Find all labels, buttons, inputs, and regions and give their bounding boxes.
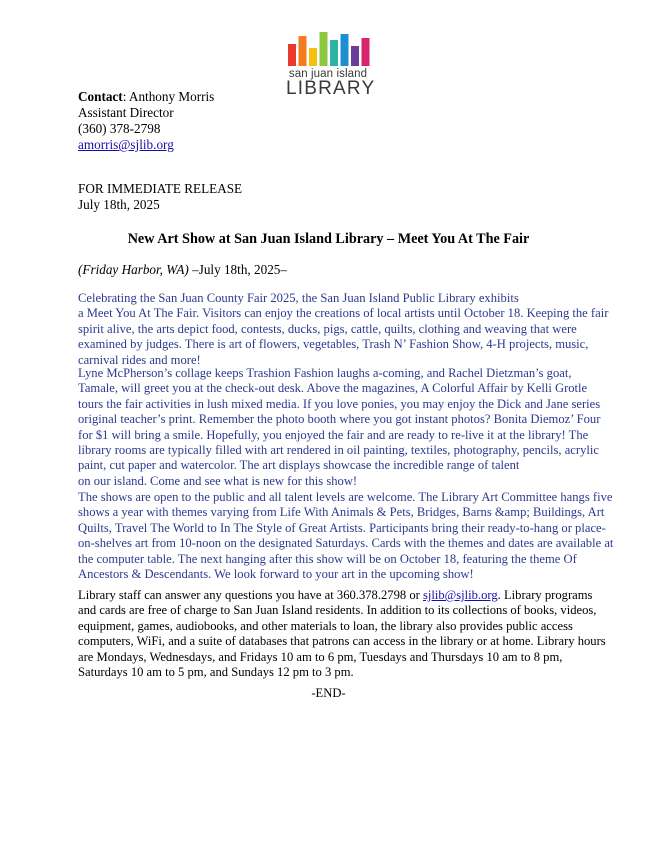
logo-text-line1: san juan island [288, 68, 368, 80]
paragraph-line: Ancestors & Descendants. We look forward to your art in the upcoming show! [78, 567, 474, 582]
paragraph-line: tours the fair activities in lush mixed media. If you love ponies, you may enjoy the Dick and Jane series [78, 396, 601, 411]
paragraph-line [78, 588, 593, 603]
library-email-link[interactable]: sjlib@sjlib.org [422, 588, 498, 602]
contact-title: Assistant Director [78, 105, 174, 120]
release-date: July 18th, 2025 [78, 197, 160, 212]
logo-bar [320, 32, 328, 66]
dateline-date: –July 18th, 2025– [188, 262, 287, 277]
end-marker: -END- [311, 686, 346, 700]
paragraph-4 [78, 588, 606, 680]
paragraph-line: computers, WiFi, and a suite of databases that patrons can access in the library or at home. Library hours [78, 634, 606, 649]
p4-text-pre: Library staff can answer any questions you have at 360.378.2798 or [78, 588, 423, 602]
contact-name: : Anthony Morris [122, 89, 215, 104]
paragraph-line: for $1 will bring a smile. Hopefully, you enjoyed the fair and are ready to re-live it at the library! The [78, 427, 589, 442]
logo-bar [341, 34, 349, 66]
paragraph-line: a Meet You At The Fair. Visitors can enjoy the creations of local artists until October 18. Keeping the fair [78, 306, 609, 321]
logo-text-line2: LIBRARY [286, 78, 376, 99]
paragraph-3 [78, 490, 614, 582]
paragraph-2 [78, 366, 601, 489]
paragraph-line: paint, cut paper and watercolor. The art displays showcase the incredible range of talent [78, 458, 520, 473]
paragraph-line: Celebrating the San Juan County Fair 2025, the San Juan Island Public Library exhibits [78, 291, 519, 305]
paragraph-line: are Mondays, Wednesdays, and Fridays 10 am to 6 pm, Tuesdays and Thursdays 10 am to 8 pm, [78, 649, 563, 664]
contact-phone: (360) 378-2798 [78, 121, 161, 136]
paragraph-line: on-shelves art from 10-noon on the designated Saturdays. Cards with the themes and dates are available at [78, 536, 614, 551]
paragraph-line: original teacher’s print. Remember the photo booth where you got instant photos? Bonita Diemoz’ Four [78, 412, 601, 427]
logo-bars-graphic [286, 30, 370, 66]
paragraph-line: Tamale, will greet you at the check-out desk. Above the magazines, A Colorful Affair by Kelli Grotle [78, 381, 588, 396]
paragraph-line: examined by judges. There is art of flowers, vegetables, Trash N’ Fashion Show, 4-H projects, music, [78, 337, 589, 352]
logo-bar [330, 40, 338, 66]
contact-label: Contact [78, 89, 123, 104]
paragraph-line: the computer table. The next hanging after this show will be on October 18, featuring the theme Of [78, 551, 577, 566]
paragraph-line: spirit alive, the arts depict food, contests, ducks, pigs, cattle, quilts, clothing and weaving that were [78, 321, 577, 336]
p4-text-post: . Library programs [497, 588, 593, 602]
paragraph-line: carnival rides and more! [78, 352, 201, 367]
paragraph-line: shows a year with themes varying from Life With Animals & Pets, Bridges, Barns &amp; Buildings, Art [78, 505, 605, 520]
contact-email-link[interactable]: amorris@sjlib.org [78, 137, 174, 152]
library-logo [286, 30, 376, 99]
logo-bar [362, 38, 370, 66]
paragraph-line: and cards are free of charge to San Juan Island residents. In addition to its collections of books, videos, [78, 603, 597, 618]
paragraph-line: equipment, games, audiobooks, and other materials to loan, the library also provides public access [78, 618, 573, 633]
paragraph-line: library rooms are typically filled with art rendered in oil painting, textiles, photography, pencils, acrylic [78, 443, 599, 458]
logo-bar [299, 36, 307, 66]
paragraph-line: Quilts, Travel The World to In The Style of Great Artists. Participants bring their ready-to-hang or place- [78, 520, 606, 535]
logo-bar [288, 44, 296, 66]
logo-bar [309, 48, 317, 66]
dateline [78, 262, 287, 278]
contact-block [78, 89, 214, 153]
paragraph-1 [78, 291, 609, 368]
release-block [78, 181, 242, 213]
paragraph-line: The shows are open to the public and all talent levels are welcome. The Library Art Committee hangs five [78, 490, 613, 504]
logo-bar [351, 46, 359, 66]
press-release-headline: New Art Show at San Juan Island Library – Meet You At The Fair [127, 231, 530, 247]
paragraph-line: on our island. Come and see what is new for this show! [78, 473, 358, 488]
release-notice: FOR IMMEDIATE RELEASE [78, 181, 243, 196]
paragraph-line: Lyne McPherson’s collage keeps Trashion Fashion laughs a-coming, and Rachel Dietzman’s goat, [78, 366, 572, 380]
contact-name-line [78, 89, 214, 105]
dateline-place: (Friday Harbor, WA) [78, 262, 189, 277]
paragraph-line: Saturdays 10 am to 5 pm, and Sundays 12 pm to 3 pm. [78, 665, 354, 680]
